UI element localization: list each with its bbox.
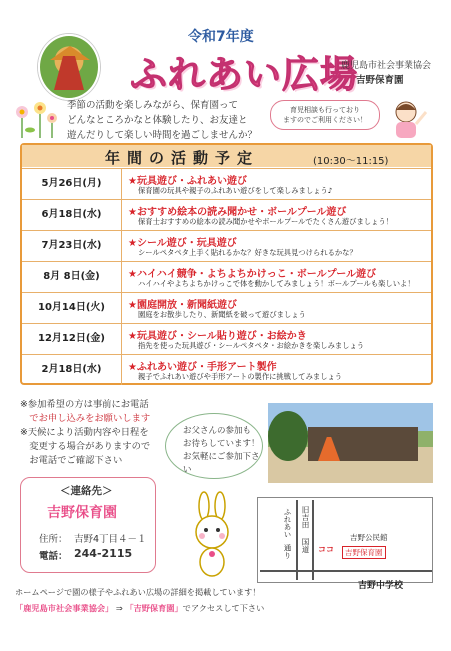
schedule-date: 10月14日(火) xyxy=(22,293,122,323)
schedule-activity-desc: シールペタペタ上手く貼れるかな？好きな玩具見つけられるかな？ xyxy=(138,248,357,257)
contact-label: ＜連絡先＞ xyxy=(60,485,113,497)
notes-block xyxy=(20,398,156,468)
footer-access: 「鹿児島市社会事業協会」 ⇒ 「吉野保育園」でアクセスして下さい xyxy=(15,603,265,613)
map-label: 通り xyxy=(283,544,292,559)
year-label: 令和7年度 xyxy=(188,29,254,45)
bunny-illustration xyxy=(182,490,242,580)
schedule-activity-title: ★シール遊び・玩具遊び xyxy=(128,238,237,249)
schedule-activity-title: ★ハイハイ競争・よちよちかけっこ・ボールプール遊び xyxy=(128,269,377,280)
schedule-activity-desc: 園庭をお散歩したり、新聞紙を破って遊びましょう xyxy=(138,310,306,319)
schedule-activity-title: ★玩具遊び・ふれあい遊び xyxy=(128,176,247,187)
map-here-label: ココ xyxy=(318,545,334,554)
schedule-row xyxy=(22,261,431,292)
schedule-activity-desc: ハイハイやよちよちかけっこで体を動かしてみましょう！ボールプールも楽しいよ！ xyxy=(138,279,415,288)
access-map xyxy=(257,497,433,583)
note-line: お電話でご確認下さい xyxy=(20,455,123,466)
footer-note: ホームページで園の様子やふれあい広場の詳細を掲載しています！ xyxy=(15,587,261,597)
schedule-activity-title: ★おすすめ絵本の読み聞かせ・ボールプール遊び xyxy=(128,207,347,218)
map-label: 吉野公民館 xyxy=(350,533,388,542)
note-line: ※天候により活動内容や日程を xyxy=(20,427,149,438)
page-title: ふれあい広場 xyxy=(130,53,358,96)
schedule-row xyxy=(22,168,431,199)
schedule-activity-desc: 親子でふれあい遊びや手形アートの製作に挑戦してみましょう xyxy=(138,372,343,381)
map-label: 国道 xyxy=(301,538,310,553)
nursery-building-photo xyxy=(268,403,433,483)
nursery-name: 吉野保育園 xyxy=(356,75,404,86)
schedule-activity-title: ★玩具遊び・シール貼り遊び・お絵かき xyxy=(128,331,307,342)
tel-key: 電話： xyxy=(39,551,68,562)
intro-text: 季節の活動を楽しみながら、保育園って どんなところかなと体験したり、お友達と 遊んだりして楽しい時間を過ごしませんか？ xyxy=(67,100,258,141)
father-invite-bubble: お父さんの参加も お待ちしています！ お気軽にご参加下さい xyxy=(165,413,263,479)
schedule-date: 7月23日(水) xyxy=(22,231,122,261)
map-road xyxy=(312,500,314,580)
map-road xyxy=(296,500,298,580)
flowers-illustration xyxy=(12,100,60,140)
caregiver-illustration xyxy=(382,96,430,140)
map-school-label: 吉野中学校 xyxy=(358,581,404,591)
schedule-row xyxy=(22,292,431,323)
tel-value[interactable]: 244-2115 xyxy=(74,547,133,560)
schedule-date: 8月 8日(金) xyxy=(22,262,122,292)
schedule-activity-desc: 保育士おすすめの絵本の読み聞かせやボールプールでたくさん遊びましょう！ xyxy=(138,217,393,226)
schedule-title: 年間の活動予定 xyxy=(105,149,260,167)
note-line: でお申し込みをお願いします xyxy=(20,413,151,424)
schedule-activity-desc: 保育園の玩具や親子のふれあい遊びをして楽しみましょう♪ xyxy=(138,186,333,195)
footer-search-term[interactable]: 「吉野保育園」 xyxy=(125,603,183,613)
schedule-date: 6月18日(水) xyxy=(22,200,122,230)
schedule-row xyxy=(22,199,431,230)
playground-photo xyxy=(38,34,100,100)
schedule-activity-title: ★ふれあい遊び・手形アート製作 xyxy=(128,362,277,373)
address-value: 吉野4丁目４－１ xyxy=(74,534,147,545)
footer-search-term[interactable]: 「鹿児島市社会事業協会」 xyxy=(15,603,114,613)
schedule-row xyxy=(22,323,431,354)
map-road xyxy=(260,570,432,572)
schedule-date: 2月18日(水) xyxy=(22,355,122,385)
schedule-date: 5月26日(月) xyxy=(22,169,122,199)
address-key: 住所： xyxy=(39,534,68,545)
schedule-time: (10:30〜11:15) xyxy=(313,156,389,167)
map-nursery-marker: 吉野保育園 xyxy=(342,546,386,559)
map-label: ふれあい xyxy=(283,508,292,538)
org-name: 鹿児島市社会事業協会 xyxy=(341,61,432,71)
schedule-row xyxy=(22,230,431,261)
schedule-activity-desc: 指先を使った玩具遊び・シールペタペタ・お絵かきを楽しみましょう xyxy=(138,341,365,350)
note-line: ※参加希望の方は事前にお電話 xyxy=(20,399,149,410)
schedule-activity-title: ★園庭開放・新聞紙遊び xyxy=(128,300,237,311)
contact-name: 吉野保育園 xyxy=(47,505,117,521)
schedule-row xyxy=(22,354,431,385)
schedule-date: 12月12日(金) xyxy=(22,324,122,354)
consultation-bubble: 育児相談も行っており ますのでご利用ください！ xyxy=(270,100,380,130)
note-line: 変更する場合がありますので xyxy=(20,441,151,452)
map-label: 旧吉田 xyxy=(301,506,310,529)
